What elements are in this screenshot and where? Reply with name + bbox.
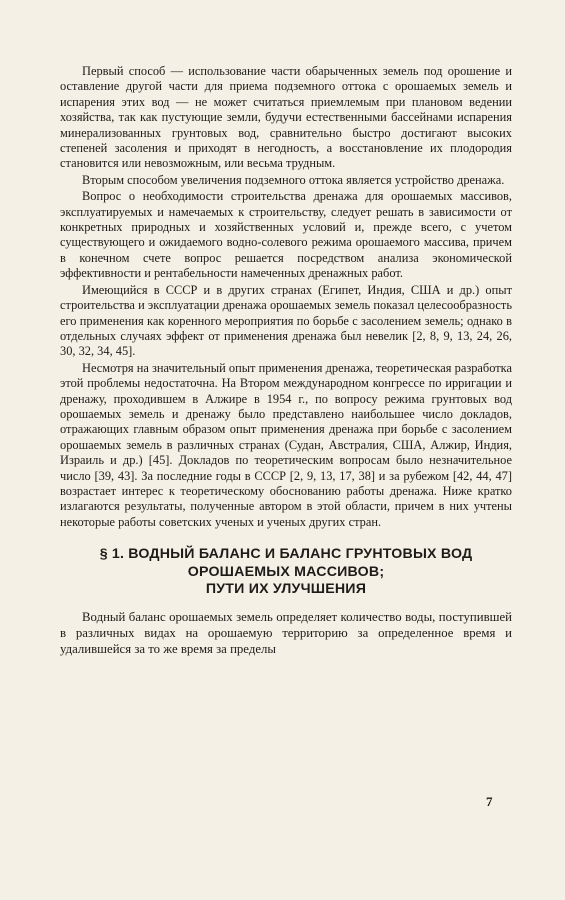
section-heading-line-3: ПУТИ ИХ УЛУЧШЕНИЯ [205, 581, 367, 598]
section-heading-line-2: ОРОШАЕМЫХ МАССИВОВ; [187, 563, 385, 580]
section-heading [60, 546, 512, 599]
paragraph-water-balance: Водный баланс орошаемых земель определяет количество воды, поступившей в различных видах на орошаемую территорию за определенное время и удалившейся за то же время за пределы [60, 609, 512, 656]
page-body [60, 64, 512, 657]
paragraph-first-method: Первый способ — использование части обарыченных земель под орошение и оставление другой части для приема подземного оттока с орошаемых земель и испарения этих вод — не может считаться приемлемым при плановом ведении хозяйства, так как пустующие земли, будучи естественными бассейнами испарения минерализованных грунтовых вод, сравнительно быстро достигают высоких степеней засоления и приходят в негодность, а восстановление их плодородия становится или невозможным, или весьма трудным. [60, 64, 512, 171]
paragraph-second-method: Вторым способом увеличения подземного оттока является устройство дренажа. [82, 172, 505, 187]
paragraph-drainage-question: Вопрос о необходимости строительства дренажа для орошаемых массивов, эксплуатируемых и намечаемых к строительству, следует решать в зависимости от конкретных природных и хозяйственных условий и, прежде всего, с учетом существующего и ожидаемого водно-солевого режима орошаемого массива, причем в конечном счете вопрос решается посредством анализа экономической эффективности и рентабельности намеченных дренажных работ. [60, 189, 512, 281]
paragraph-theory-development: Несмотря на значительный опыт применения дренажа, теоретическая разработка этой проблемы недостаточна. На Втором международном конгрессе по ирригации и дренажу, проходившем в Алжире в 1954 г., по вопросу режима грунтовых вод орошаемых земель и дренажу было представлено наибольшее число докладов, отражающих главным образом опыт применения дренажа при борьбе с засолением орошаемых земель в различных странах (Судан, Австралия, США, Алжир, Индия, Израиль и др.) [45]. Докладов по теоретическим вопросам было незначительное число [39, 43]. За последние годы в СССР [2, 9, 13, 17, 38] и за рубежом [42, 44, 47] возрастает интерес к теоретическому обоснованию работы дренажа. Ниже кратко излагаются результаты, полученные автором в этой области, причем в них учтены некоторые работы советских ученых и ученых других стран. [60, 360, 512, 529]
section-heading-line-1: § 1. ВОДНЫЙ БАЛАНС И БАЛАНС ГРУНТОВЫХ ВОД [99, 546, 473, 563]
paragraph-drainage-experience: Имеющийся в СССР и в других странах (Египет, Индия, США и др.) опыт строительства и эксплуатации дренажа орошаемых земель показал целесообразность его применения как коренного мероприятия по борьбе с засолением земель; однако в отдельных случаях эффект от применения дренажа был невелик [2, 8, 9, 13, 24, 26, 30, 32, 34, 45]. [60, 282, 512, 359]
page-number: 7 [486, 794, 493, 809]
